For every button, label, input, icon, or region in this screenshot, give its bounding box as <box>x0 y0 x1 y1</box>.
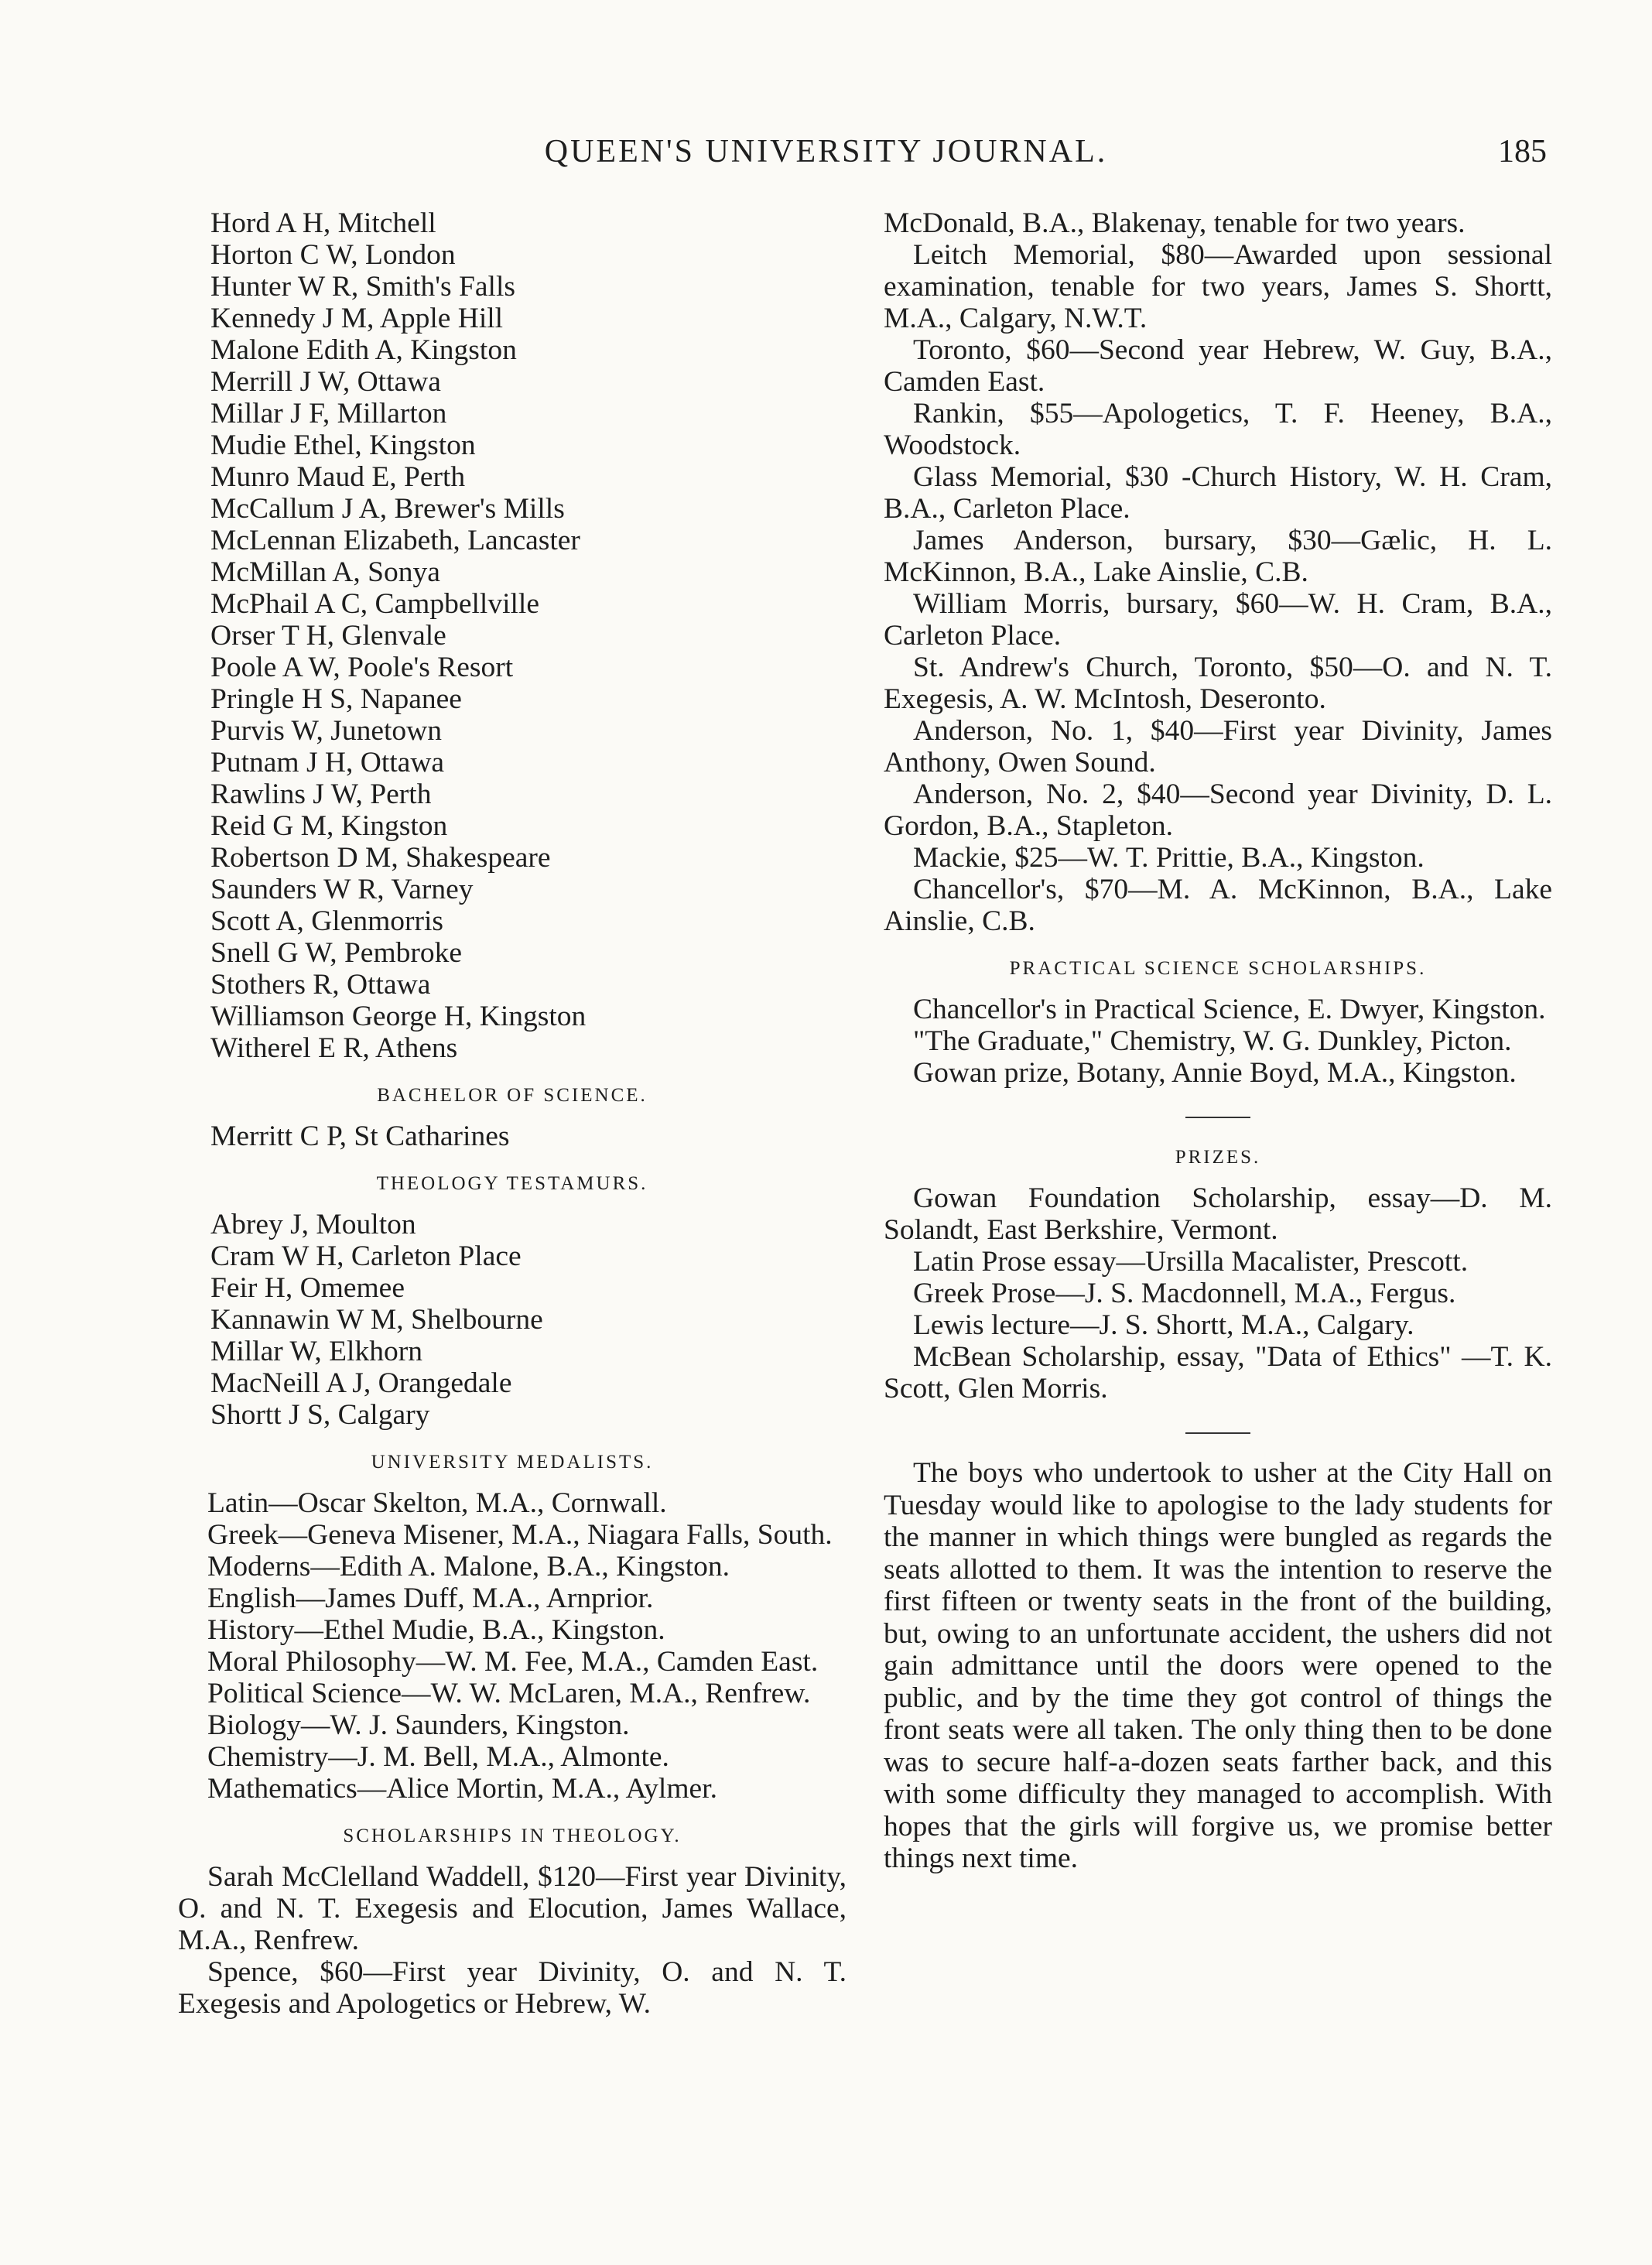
graduate-entry: Merrill J W, Ottawa <box>210 366 441 398</box>
bachelor-of-science-entry: Merritt C P, St Catharines <box>210 1121 510 1152</box>
testamur-entry: Shortt J S, Calgary <box>210 1399 430 1431</box>
graduate-entry: Munro Maud E, Perth <box>210 461 466 493</box>
prize-entry: Greek Prose—J. S. Macdonnell, M.A., Fergus. <box>913 1278 1456 1309</box>
scholarship-entry: Spence, $60—First year Divinity, O. and N. T. Exegesis and Apologetics or Hebrew, W. <box>178 1956 847 2020</box>
medalist-entry: Political Science—W. W. McLaren, M.A., Renfrew. <box>207 1678 811 1709</box>
graduate-entry: Millar J F, Millarton <box>210 398 447 429</box>
graduate-entry: Williamson George H, Kingston <box>210 1001 587 1032</box>
page-number: 185 <box>1498 134 1547 169</box>
practical-science-entry: Chancellor's in Practical Science, E. Dwyer, Kingston. <box>913 994 1546 1025</box>
medalist-entry: Chemistry—J. M. Bell, M.A., Almonte. <box>207 1741 669 1773</box>
graduate-entry: Orser T H, Glenvale <box>210 620 446 652</box>
section-heading-scholarships-in-theology: SCHOLARSHIPS IN THEOLOGY. <box>343 1825 682 1846</box>
scholarship-entry: William Morris, bursary, $60—W. H. Cram, B.A., Carleton Place. <box>884 588 1552 652</box>
section-heading-prizes: PRIZES. <box>1175 1147 1261 1168</box>
graduate-entry: Saunders W R, Varney <box>210 874 474 905</box>
scholarship-entry: Rankin, $55—Apologetics, T. F. Heeney, B.A., Woodstock. <box>884 398 1552 461</box>
section-heading-university-medalists: UNIVERSITY MEDALISTS. <box>371 1452 654 1473</box>
testamur-entry: Millar W, Elkhorn <box>210 1336 422 1367</box>
theology-scholarships-list <box>178 1861 847 2020</box>
graduate-entry: Putnam J H, Ottawa <box>210 747 445 778</box>
closing-paragraph: The boys who undertook to usher at the City Hall on Tuesday would like to apologise to the lady students for the manner in which things were bungled as regards the seats allotted to them. It was the intention to reserve the first fifteen or twenty seats in the front of the building, but, owing to an unfortunate accident, the ushers did not gain admittance until the doors were opened to the public, and by the time they got control of things the front seats were all taken. The only thing then to be done was to secure half-a-dozen seats farther back, and this with some difficulty they managed to accomplish. With hopes that the girls will forgive us, we promise better things next time. <box>884 1457 1552 1874</box>
graduate-entry: Purvis W, Junetown <box>210 715 442 747</box>
section-divider <box>1185 1117 1250 1118</box>
scholarship-entry: Toronto, $60—Second year Hebrew, W. Guy, B.A., Camden East. <box>884 334 1552 398</box>
left-column <box>178 207 847 2020</box>
medalist-entry: Latin—Oscar Skelton, M.A., Cornwall. <box>207 1487 667 1519</box>
section-divider <box>1185 1432 1250 1434</box>
scholarship-entry: St. Andrew's Church, Toronto, $50—O. and N. T. Exegesis, A. W. McIntosh, Deseronto. <box>884 652 1552 715</box>
graduate-entry: Poole A W, Poole's Resort <box>210 652 514 683</box>
prize-entry: McBean Scholarship, essay, "Data of Ethics" —T. K. Scott, Glen Morris. <box>884 1341 1552 1405</box>
testamur-entry: Abrey J, Moulton <box>210 1209 416 1240</box>
medalist-entry: Moderns—Edith A. Malone, B.A., Kingston. <box>207 1551 730 1582</box>
scholarship-entry: Anderson, No. 1, $40—First year Divinity, James Anthony, Owen Sound. <box>884 715 1552 778</box>
prize-entry: Latin Prose essay—Ursilla Macalister, Prescott. <box>913 1246 1469 1278</box>
scholarship-entry: McDonald, B.A., Blakenay, tenable for two years. <box>884 207 1466 239</box>
scholarship-entry: Leitch Memorial, $80—Awarded upon sessional examination, tenable for two years, James S. Shortt, M.A., Calgary, N.W.T. <box>884 239 1552 334</box>
graduate-entry: Scott A, Glenmorris <box>210 905 444 937</box>
graduate-entry: Horton C W, London <box>210 239 456 271</box>
running-head: QUEEN'S UNIVERSITY JOURNAL. <box>544 134 1108 169</box>
graduate-entry: Witherel E R, Athens <box>210 1032 458 1064</box>
theology-scholarships-continued-list <box>884 207 1552 937</box>
graduate-entry: McLennan Elizabeth, Lancaster <box>210 525 580 556</box>
section-heading-practical-science-scholarships: PRACTICAL SCIENCE SCHOLARSHIPS. <box>1009 958 1427 979</box>
graduate-entry: Kennedy J M, Apple Hill <box>210 303 504 334</box>
prize-entry: Gowan Foundation Scholarship, essay—D. M. Solandt, East Berkshire, Vermont. <box>884 1182 1552 1246</box>
graduate-entry: McPhail A C, Campbellville <box>210 588 539 620</box>
graduates-name-list <box>178 207 847 1064</box>
theology-testamurs-list <box>178 1209 847 1431</box>
graduate-entry: Pringle H S, Napanee <box>210 683 462 715</box>
graduate-entry: Robertson D M, Shakespeare <box>210 842 551 874</box>
practical-science-entry: "The Graduate," Chemistry, W. G. Dunkley, Picton. <box>913 1025 1512 1057</box>
medalist-entry: Greek—Geneva Misener, M.A., Niagara Falls, South. <box>207 1519 833 1551</box>
graduate-entry: Mudie Ethel, Kingston <box>210 429 476 461</box>
scholarship-entry: Glass Memorial, $30 -Church History, W. H. Cram, B.A., Carleton Place. <box>884 461 1552 525</box>
testamur-entry: Feir H, Omemee <box>210 1272 405 1304</box>
graduate-entry: McMillan A, Sonya <box>210 556 440 588</box>
medalist-entry: Mathematics—Alice Mortin, M.A., Aylmer. <box>207 1773 717 1805</box>
scholarship-entry: Sarah McClelland Waddell, $120—First year Divinity, O. and N. T. Exegesis and Elocution, James Wallace, M.A., Renfrew. <box>178 1861 847 1956</box>
medalist-entry: English—James Duff, M.A., Arnprior. <box>207 1582 654 1614</box>
testamur-entry: MacNeill A J, Orangedale <box>210 1367 512 1399</box>
graduate-entry: Hord A H, Mitchell <box>210 207 436 239</box>
graduate-entry: Hunter W R, Smith's Falls <box>210 271 515 303</box>
testamur-entry: Cram W H, Carleton Place <box>210 1240 522 1272</box>
medalist-entry: History—Ethel Mudie, B.A., Kingston. <box>207 1614 665 1646</box>
graduate-entry: McCallum J A, Brewer's Mills <box>210 493 565 525</box>
medalist-entry: Moral Philosophy—W. M. Fee, M.A., Camden East. <box>207 1646 819 1678</box>
practical-science-scholarships-list <box>884 994 1552 1089</box>
graduate-entry: Malone Edith A, Kingston <box>210 334 517 366</box>
medalist-entry: Biology—W. J. Saunders, Kingston. <box>207 1709 630 1741</box>
testamur-entry: Kannawin W M, Shelbourne <box>210 1304 543 1336</box>
graduate-entry: Snell G W, Pembroke <box>210 937 462 969</box>
right-column <box>884 207 1552 1875</box>
prize-entry: Lewis lecture—J. S. Shortt, M.A., Calgary. <box>913 1309 1414 1341</box>
scholarship-entry: James Anderson, bursary, $30—Gælic, H. L. McKinnon, B.A., Lake Ainslie, C.B. <box>884 525 1552 588</box>
scholarship-entry: Mackie, $25—W. T. Prittie, B.A., Kingston. <box>913 842 1425 874</box>
practical-science-entry: Gowan prize, Botany, Annie Boyd, M.A., Kingston. <box>913 1057 1517 1089</box>
graduate-entry: Rawlins J W, Perth <box>210 778 432 810</box>
section-heading-theology-testamurs: THEOLOGY TESTAMURS. <box>376 1173 648 1194</box>
scholarship-entry: Chancellor's, $70—M. A. McKinnon, B.A., Lake Ainslie, C.B. <box>884 874 1552 937</box>
bachelor-of-science-list <box>178 1121 847 1152</box>
section-heading-bachelor-of-science: BACHELOR OF SCIENCE. <box>377 1085 648 1106</box>
scholarship-entry: Anderson, No. 2, $40—Second year Divinity, D. L. Gordon, B.A., Stapleton. <box>884 778 1552 842</box>
prizes-list <box>884 1182 1552 1405</box>
university-medalists-list <box>178 1487 847 1805</box>
graduate-entry: Stothers R, Ottawa <box>210 969 431 1001</box>
graduate-entry: Reid G M, Kingston <box>210 810 448 842</box>
